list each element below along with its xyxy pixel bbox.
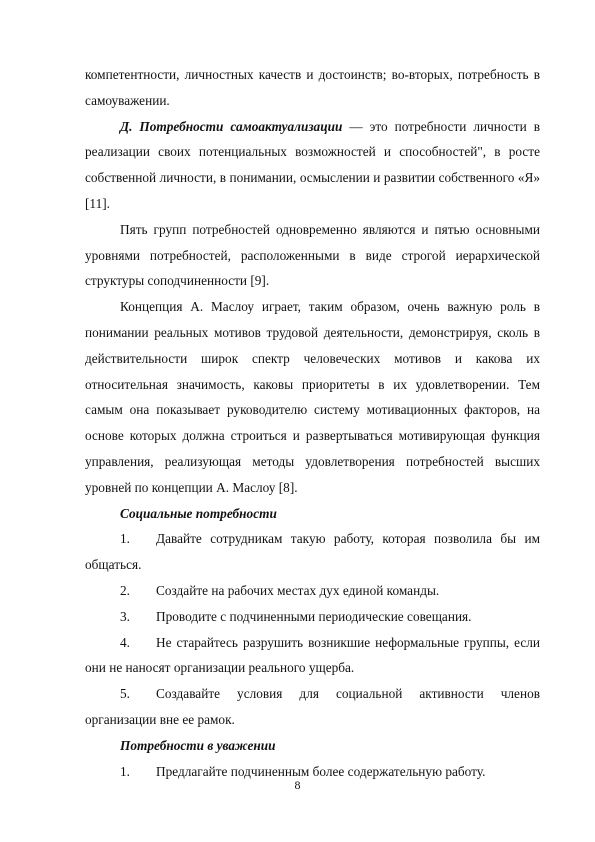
list-item [85,630,540,682]
list-item-text: Предлагайте подчиненным более содержательную работу. [156,763,486,779]
paragraph-continuation: компетентности, личностных качеств и достоинств; во-вторых, потребность в самоуважении. [85,67,540,108]
definition-text: — это потребности личности в реализации своих потенциальных возможностей и способностей", в росте собственной личности, в понимании, осмыслении и развитии собственного «Я» [11]. [85,118,540,211]
list-item-text: Проводите с подчиненными периодические совещания. [156,608,472,624]
section-heading-social: Социальные потребности [120,505,277,521]
list-item-text: Давайте сотрудникам такую работу, которая позволила бы им общаться. [85,531,540,573]
list-item-text: Создайте на рабочих местах дух единой команды. [156,582,440,598]
paragraph-self-actualization [85,114,540,217]
list-item [85,578,540,604]
paragraph-maslow-concept: Концепция А. Маслоу играет, таким образом, очень важную роль в понимании реальных мотивов трудовой деятельности, демонстрируя, сколь в действительности широк спектр человеческих мотивов и какова их относительная значимость, каковы приоритеты в их удовлетворении. Тем самым она показывает руководителю систему мотивационных факторов, на основе которых должна строиться и развертываться мотивирующая функция управления, реализующая методы удовлетворения потребностей высших уровней по концепции А. Маслоу [8]. [85,299,540,495]
list-number: 5. [120,686,130,702]
list-item-text: Не старайтесь разрушить возникшие неформальные группы, если они не наносят организации реального ущерба. [85,634,540,676]
list-number: 4. [120,634,130,650]
body-text [85,62,540,784]
list-item-text: Создавайте условия для социальной активности членов организации вне ее рамок. [85,686,540,727]
section-heading-respect: Потребности в уважении [120,737,276,753]
term-self-actualization: Потребности самоактуализации [139,118,343,134]
list-item [85,681,540,733]
item-label: Д. [120,118,133,134]
paragraph-five-groups: Пять групп потребностей одновременно являются и пятью основными уровнями потребностей, расположенными в виде строгой иерархической структуры соподчиненности [9]. [85,221,540,289]
list-number: 1. [120,763,130,779]
list-number: 2. [120,582,130,598]
page-number: 8 [294,778,301,792]
list-item [85,604,540,630]
list-item [85,526,540,578]
list-number: 3. [120,608,130,624]
list-number: 1. [120,531,130,547]
